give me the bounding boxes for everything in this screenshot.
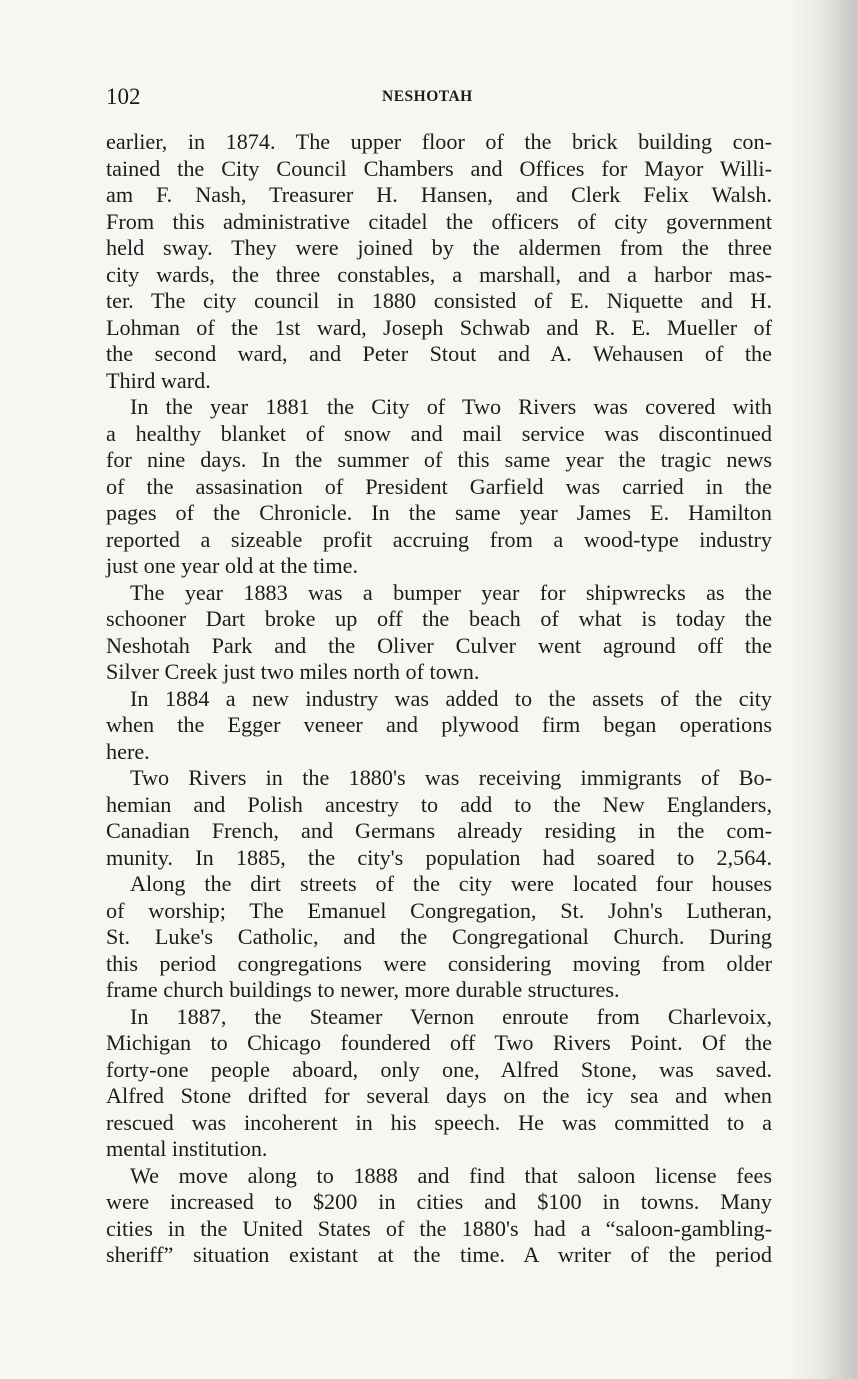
text-line: when the Egger veneer and plywood firm began operations [106,712,772,737]
text-line: Silver Creek just two miles north of town. [106,659,480,684]
text-line: held sway. They were joined by the aldermen from the three [106,235,772,260]
text-line: just one year old at the time. [106,553,359,578]
text-line: In 1887, the Steamer Vernon enroute from Charlevoix, [130,1003,772,1029]
text-line: here. [106,738,150,764]
text-line: pages of the Chronicle. In the same year James E. Hamilton [106,500,772,525]
running-title: NESHOTAH [382,88,473,105]
text-line: Michigan to Chicago foundered off Two Rivers Point. Of the [106,1030,772,1055]
text-line: In 1884 a new industry was added to the assets of the city [130,685,772,711]
text-line: a healthy blanket of snow and mail service was discontinued [106,420,772,446]
text-line: the second ward, and Peter Stout and A. Wehausen of the [106,341,772,366]
text-line: In the year 1881 the City of Two Rivers was covered with [130,394,772,419]
text-line: were increased to $200 in cities and $100 in towns. Many [106,1189,772,1214]
text-line: hemian and Polish ancestry to add to the New Englanders, [106,791,772,817]
page-number: 102 [106,84,141,109]
body-text [106,129,772,1269]
text-line: Lohman of the 1st ward, Joseph Schwab and R. E. Mueller of [106,314,772,340]
text-line: mental institution. [106,1136,268,1161]
text-line: The year 1883 was a bumper year for shipwrecks as the [130,579,772,605]
text-line: of the assasination of President Garfield was carried in the [106,473,772,499]
text-line: munity. In 1885, the city's population had soared to 2,564. [106,844,772,870]
text-line: We move along to 1888 and find that saloon license fees [130,1162,772,1188]
text-line: Third ward. [106,367,211,393]
text-line: forty-one people aboard, only one, Alfred Stone, was saved. [106,1056,772,1082]
text-line: rescued was incoherent in his speech. He was committed to a [106,1109,772,1135]
text-line: Neshotah Park and the Oliver Culver went aground off the [106,632,772,658]
text-line: sheriff” situation existant at the time. A writer of the period [106,1242,772,1267]
text-line: Alfred Stone drifted for several days on the icy sea and when [106,1083,772,1108]
text-line: am F. Nash, Treasurer H. Hansen, and Clerk Felix Walsh. [106,182,772,207]
text-line: St. Luke's Catholic, and the Congregational Church. During [106,924,772,949]
text-line: earlier, in 1874. The upper floor of the brick building con- [106,129,772,154]
text-line: this period congregations were considering moving from older [106,950,772,976]
text-line: tained the City Council Chambers and Offices for Mayor Willi- [106,155,772,181]
text-line: reported a sizeable profit accruing from a wood-type industry [106,526,772,552]
text-line: Along the dirt streets of the city were located four houses [130,871,772,896]
text-line: ter. The city council in 1880 consisted of E. Niquette and H. [106,288,772,313]
page-edge-shadow [787,0,857,1379]
text-line: cities in the United States of the 1880's had a “saloon-gambling- [106,1215,772,1241]
text-line: of worship; The Emanuel Congregation, St. John's Lutheran, [106,897,772,923]
text-line: for nine days. In the summer of this same year the tragic news [106,447,772,472]
text-line: schooner Dart broke up off the beach of what is today the [106,606,772,631]
text-line: city wards, the three constables, a marshall, and a harbor mas- [106,261,772,287]
text-line: From this administrative citadel the officers of city government [106,208,772,234]
text-line: Canadian French, and Germans already residing in the com- [106,818,772,843]
page-header [106,80,772,114]
text-line: Two Rivers in the 1880's was receiving immigrants of Bo- [130,765,772,790]
text-line: frame church buildings to newer, more durable structures. [106,977,620,1002]
